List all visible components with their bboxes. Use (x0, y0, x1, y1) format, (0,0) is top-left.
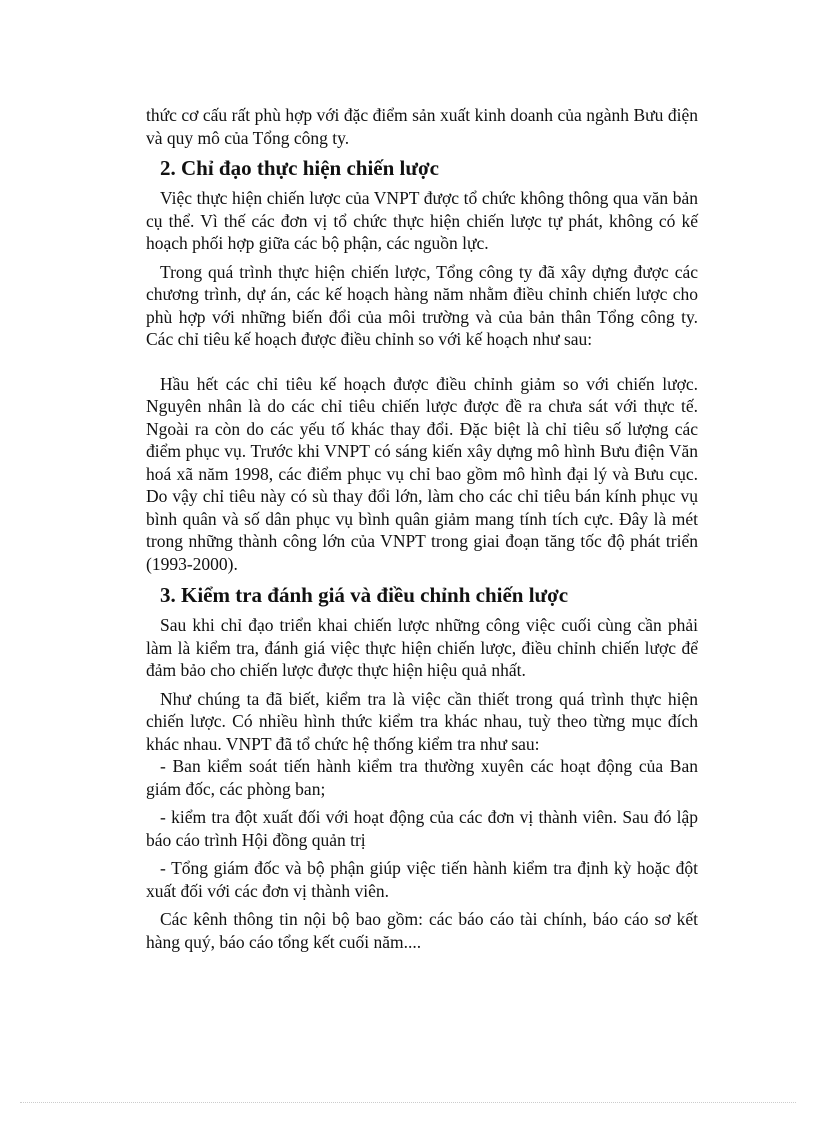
section-3-bullet-2: - kiểm tra đột xuất đối với hoạt động của các đơn vị thành viên. Sau đó lập báo cáo trình Hội đồng quản trị (146, 807, 698, 850)
page-bottom-divider (20, 1102, 796, 1103)
continuation-paragraph: thức cơ cấu rất phù hợp với đặc điểm sản xuất kinh doanh của ngành Bưu điện và quy mô của Tổng công ty. (146, 105, 698, 148)
section-3-paragraph-2: Như chúng ta đã biết, kiểm tra là việc cần thiết trong quá trình thực hiện chiến lược. Có nhiều hình thức kiểm tra khác nhau, tuỳ theo từng mục đích khác nhau. VNPT đã tổ chức hệ thống kiểm tra như sau: (146, 688, 698, 754)
section-3-paragraph-3: Các kênh thông tin nội bộ bao gồm: các báo cáo tài chính, báo cáo sơ kết hàng quý, báo cáo tổng kết cuối năm.... (146, 909, 698, 952)
section-3-heading: 3. Kiểm tra đánh giá và điều chỉnh chiến lược (160, 583, 569, 607)
section-2-heading: 2. Chỉ đạo thực hiện chiến lược (160, 156, 439, 180)
section-2-paragraph-3: Hầu hết các chỉ tiêu kế hoạch được điều chỉnh giảm so với chiến lược. Nguyên nhân là do các chỉ tiêu chiến lược được đề ra chưa sát với thực tế. Ngoài ra còn do các yếu tố khác thay đổi. Đặc biệt là chỉ tiêu số lượng các điểm phục vụ. Trước khi VNPT có sáng kiến xây dựng mô hình Bưu điện Văn hoá xã năm 1998, các điểm phục vụ chỉ bao gồm mô hình đại lý và Bưu cục. Do vậy chỉ tiêu này có sù thay đổi lớn, làm cho các chỉ tiêu bán kính phục vụ bình quân và số dân phục vụ bình quân giảm mang tính tích cực. Đây là mét trong những thành công lớn của VNPT trong giai đoạn tăng tốc độ phát triển (1993-2000). (146, 373, 698, 574)
section-3-bullet-3: - Tổng giám đốc và bộ phận giúp việc tiến hành kiểm tra định kỳ hoặc đột xuất đối với các đơn vị thành viên. (146, 858, 698, 901)
section-2-paragraph-2: Trong quá trình thực hiện chiến lược, Tổng công ty đã xây dựng được các chương trình, dự án, các kế hoạch hàng năm nhằm điều chỉnh chiến lược cho phù hợp với những biến đổi của môi trường và của bản thân Tổng công ty. Các chỉ tiêu kế hoạch được điều chỉnh so với kế hoạch như sau: (146, 261, 698, 349)
section-3-bullet-1: - Ban kiểm soát tiến hành kiểm tra thường xuyên các hoạt động của Ban giám đốc, các phòng ban; (146, 756, 698, 799)
section-3-paragraph-1: Sau khi chỉ đạo triển khai chiến lược những công việc cuối cùng cần phải làm là kiểm tra, đánh giá việc thực hiện chiến lược, điều chỉnh chiến lược để đảm bảo cho chiến lược được thực hiện hiệu quả nhất. (146, 615, 698, 680)
document-body (146, 104, 698, 953)
section-2-paragraph-1: Việc thực hiện chiến lược của VNPT được tổ chức không thông qua văn bản cụ thể. Vì thế các đơn vị tổ chức thực hiện chiến lược tự phát, không có kế hoạch phối hợp giữa các bộ phận, các nguồn lực. (146, 188, 698, 253)
